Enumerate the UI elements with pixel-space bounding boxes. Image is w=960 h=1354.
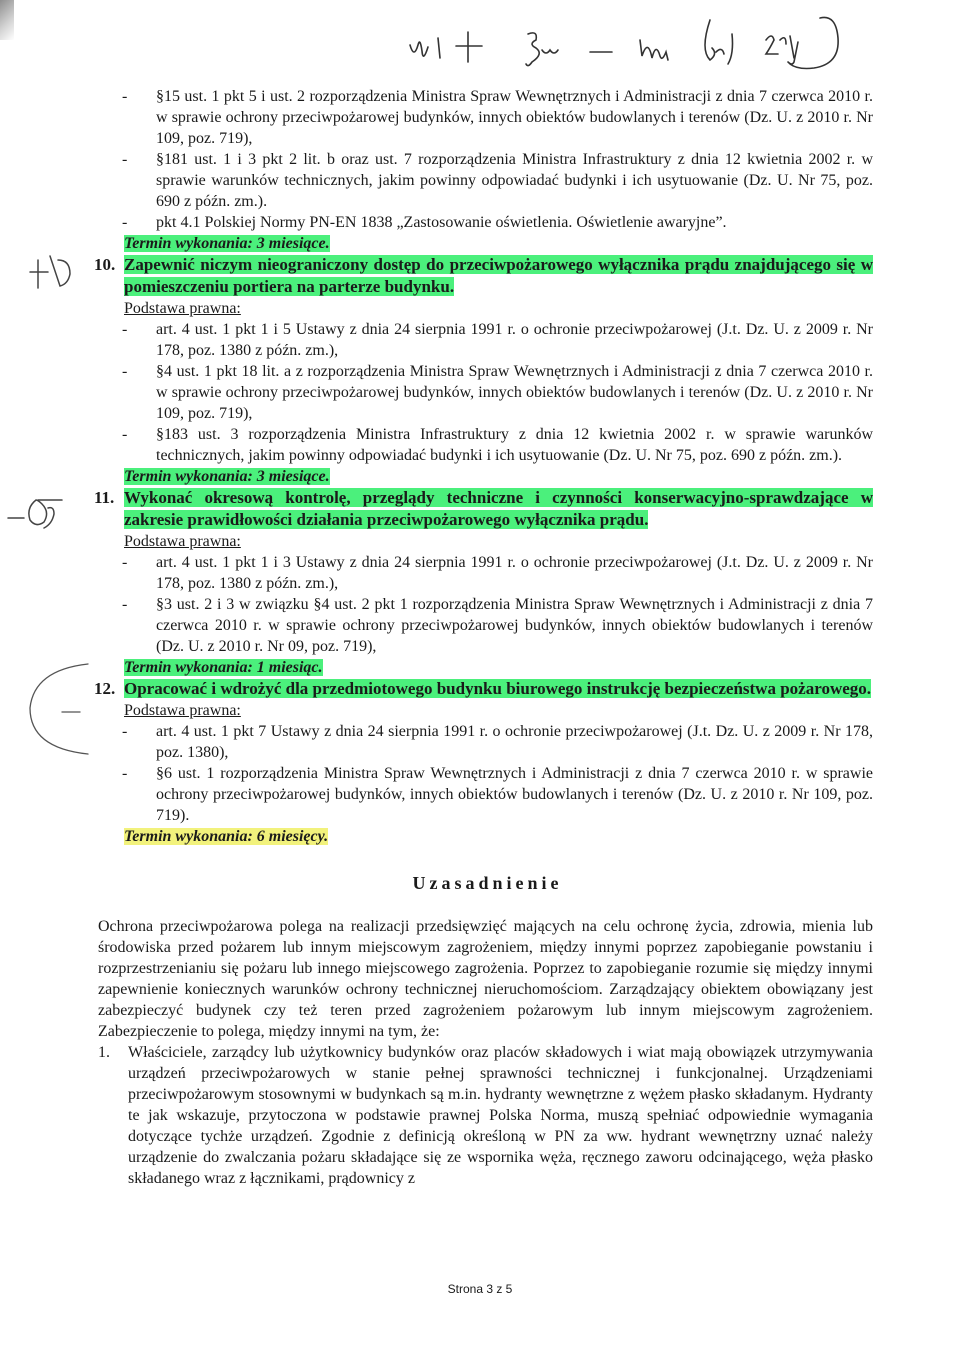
- legal-basis-text: §183 ust. 3 rozporządzenia Ministra Infrastruktury z dnia 12 kwietnia 2002 r. w sprawie warunków technicznych, jakim powinny odpowiadać budynki i ich usytuowanie (Dz. U. Nr 75, poz. 690 z późn. zm.).: [156, 426, 873, 464]
- item-title: Wykonać okresową kontrolę, przeglądy techniczne i czynności konserwacyjno-sprawdzające w zakresie prawidłowości działania przeciwpożarowego wyłącznika prądu.: [124, 488, 873, 529]
- deadline-line: [98, 233, 873, 254]
- legal-basis-item: [98, 212, 873, 233]
- bullet-dash: -: [122, 554, 128, 571]
- item-number: 11.: [94, 488, 115, 507]
- legal-basis-item: [98, 424, 873, 466]
- deadline-text: Termin wykonania: 6 miesięcy.: [124, 828, 329, 845]
- legal-basis-item: [98, 721, 873, 763]
- legal-basis-item: [98, 319, 873, 361]
- legal-basis-text: art. 4 ust. 1 pkt 1 i 5 Ustawy z dnia 24 sierpnia 1991 r. o ochronie przeciwpożarowej (J.t. Dz. U. z 2009 r. Nr 178, poz. 1380 z późn. zm.),: [156, 321, 873, 359]
- bullet-dash: -: [122, 321, 128, 338]
- deadline-line: [98, 466, 873, 487]
- item-title: Zapewnić niczym nieograniczony dostęp do przeciwpożarowego wyłącznika prądu znajdującego się w pomieszczeniu portiera na parterze budynku.: [124, 255, 873, 296]
- scan-edge-shadow: [0, 0, 14, 40]
- recommendation-item-12: [94, 678, 873, 700]
- legal-basis-text: §3 ust. 2 i 3 w związku §4 ust. 2 pkt 1 rozporządzenia Ministra Spraw Wewnętrznych i Administracji z dnia 7 czerwca 2010 r. w sprawie ochrony przeciwpożarowej budynków, innych obiektów budowlanych i terenów (Dz. U. z 2010 r. Nr 09, poz. 719),: [156, 596, 873, 655]
- recommendation-item-11: [94, 487, 873, 531]
- legal-basis-text: §6 ust. 1 rozporządzenia Ministra Spraw Wewnętrznych i Administracji z dnia 7 czerwca 2010 r. w sprawie ochrony przeciwpożarowej budynków, innych obiektów budowlanych i terenów (Dz. U. z 2010 r. Nr 109, poz. 719).: [156, 765, 873, 824]
- item-number: 12.: [94, 679, 116, 698]
- legal-basis-label: Podstawa prawna:: [124, 702, 241, 719]
- legal-basis-item: [98, 86, 873, 149]
- justification-list-item: [98, 1042, 873, 1189]
- item-title: Opracować i wdrożyć dla przedmiotowego budynku biurowego instrukcję bezpieczeństwa pożarowego.: [124, 679, 872, 698]
- item-number: 10.: [94, 255, 116, 274]
- margin-mark-10: [26, 246, 76, 292]
- legal-basis-label: Podstawa prawna:: [124, 300, 241, 317]
- legal-basis-text: art. 4 ust. 1 pkt 7 Ustawy z dnia 24 sierpnia 1991 r. o ochronie przeciwpożarowej (J.t. Dz. U. z 2009 r. Nr 178, poz. 1380),: [156, 723, 873, 761]
- section-title: Uzasadnienie: [412, 873, 563, 893]
- recommendation-item-10: [94, 254, 873, 298]
- legal-basis-item: [98, 149, 873, 212]
- legal-basis-item: [98, 594, 873, 657]
- bullet-dash: -: [122, 723, 128, 740]
- margin-mark-12: [22, 660, 102, 760]
- bullet-dash: -: [122, 426, 128, 443]
- handwritten-note: [380, 10, 860, 80]
- legal-basis-text: §15 ust. 1 pkt 5 i ust. 2 rozporządzenia Ministra Spraw Wewnętrznych i Administracji z dnia 7 czerwca 2010 r. w sprawie ochrony przeciwpożarowej budynków, innych obiektów budowlanych i terenów (Dz. U. z 2010 r. Nr 109, poz. 719),: [156, 88, 873, 147]
- page-footer: Strona 3 z 5: [447, 1282, 513, 1296]
- legal-basis-text: §181 ust. 1 i 3 pkt 2 lit. b oraz ust. 7 rozporządzenia Ministra Infrastruktury z dnia 12 kwietnia 2002 r. w sprawie warunków technicznych, jakim powinny odpowiadać budynki i ich usytuowanie (Dz. U. Nr 75, poz. 690 z późn. zm.).: [156, 151, 873, 210]
- legal-basis-text: §4 ust. 1 pkt 18 lit. a z rozporządzenia Ministra Spraw Wewnętrznych i Administracji z dnia 7 czerwca 2010 r. w sprawie ochrony przeciwpożarowej budynków, innych obiektów budowlanych i terenów (Dz. U. z 2010 r. Nr 109, poz. 719),: [156, 363, 873, 422]
- legal-basis-text: pkt 4.1 Polskiej Normy PN-EN 1838 „Zastosowanie oświetlenia. Oświetlenie awaryjne”.: [156, 214, 727, 231]
- margin-mark-11: [4, 494, 74, 534]
- legal-basis-item: [98, 361, 873, 424]
- document-body: [94, 86, 873, 1189]
- bullet-dash: -: [122, 214, 128, 231]
- deadline-text: Termin wykonania: 1 miesiąc.: [124, 659, 323, 676]
- list-text: Właściciele, zarządcy lub użytkownicy budynków oraz placów składowych i wiat mają obowiązek utrzymywania urządzeń przeciwpożarowych w stanie pełnej sprawności technicznej i funkcjonalnej. Urządzeniami przeciwpożarowym stosownymi w budynkach są m.in. hydranty wewnętrzne z wężem płasko składanym. Hydranty te jak wskazuje, przytoczona w podstawie prawnej Polska Norma, muszą spełniać odpowiednie wymagania dotyczące tychże urządzeń. Zgodnie z definicją określoną w PN za ww. hydrant wewnętrzny uznać należy urządzenie do zwalczania pożaru składające się ze wspornika węża, ręcznego zaworu odcinającego, węża płasko składanego wraz z łącznikami, prądownicy z: [128, 1044, 873, 1187]
- legal-basis-label: Podstawa prawna:: [124, 533, 241, 550]
- legal-basis-text: art. 4 ust. 1 pkt 1 i 3 Ustawy z dnia 24 sierpnia 1991 r. o ochronie przeciwpożarowej (J.t. Dz. U. z 2009 r. Nr 178, poz. 1380 z późn. zm.),: [156, 554, 873, 592]
- deadline-text: Termin wykonania: 3 miesiące.: [124, 468, 330, 485]
- deadline-line: [98, 826, 873, 847]
- legal-basis-item: [98, 552, 873, 594]
- list-number: 1.: [98, 1044, 110, 1061]
- bullet-dash: -: [122, 765, 128, 782]
- bullet-dash: -: [122, 88, 128, 105]
- deadline-text: Termin wykonania: 3 miesiące.: [124, 235, 330, 252]
- legal-basis-item: [98, 763, 873, 826]
- justification-paragraph: Ochrona przeciwpożarowa polega na realizacji przedsięwzięć mających na celu ochronę życia, zdrowia, mienia lub środowiska przed pożarem lub innym miejscowym zagrożeniem, między innymi poprzez zapobieganie powstaniu i rozprzestrzenianiu się pożaru lub innego miejscowego zagrożenia. Poprzez to zapobieganie rozumie się między innymi zapewnienie koniecznych warunków ochrony technicznej nieruchomościom. Zarządzający obiektem obowiązany jest zabezpieczyć budynek czy też teren przed zagrożeniem pożarowym lub innym miejscowym zagrożeniem. Zabezpieczenie to polega, między innymi na tym, że:: [98, 918, 873, 1040]
- bullet-dash: -: [122, 596, 128, 613]
- bullet-dash: -: [122, 151, 128, 168]
- deadline-line: [98, 657, 873, 678]
- bullet-dash: -: [122, 363, 128, 380]
